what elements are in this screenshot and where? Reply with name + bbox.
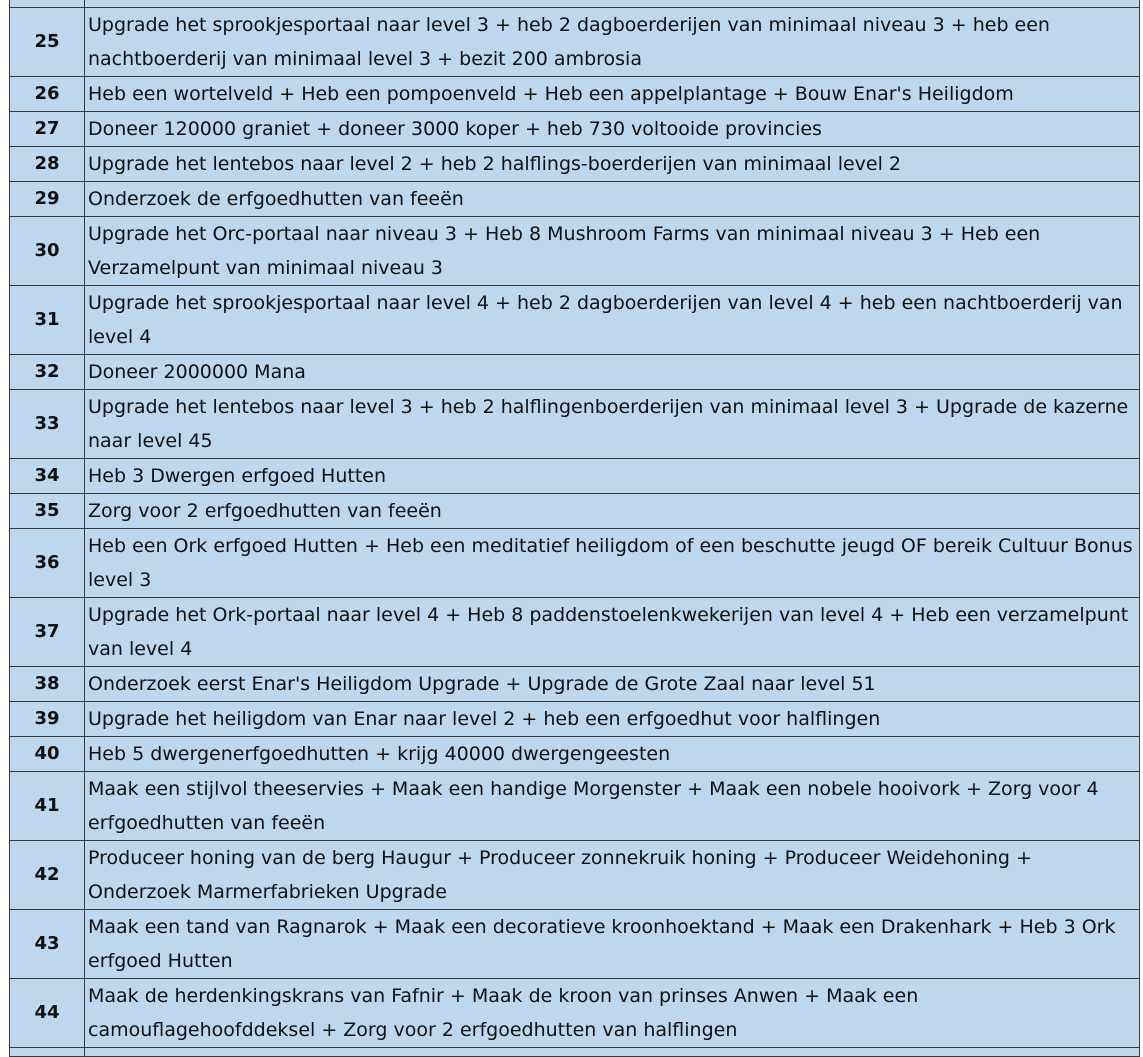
table-row <box>10 979 1140 1048</box>
table-row <box>10 702 1140 737</box>
row-text-cell <box>85 1048 1140 1057</box>
row-number: 43 <box>10 910 85 979</box>
row-number: 26 <box>10 77 85 112</box>
row-number: 33 <box>10 390 85 459</box>
row-number: 37 <box>10 598 85 667</box>
row-number: 34 <box>10 459 85 494</box>
row-number: 32 <box>10 355 85 390</box>
row-number: 42 <box>10 841 85 910</box>
row-requirement: Doneer 2000000 Mana <box>85 355 1140 390</box>
table-row <box>10 8 1140 77</box>
row-requirement: Maak de herdenkingskrans van Fafnir + Maak de kroon van prinses Anwen + Maak een camouflagehoofddeksel + Zorg voor 2 erfgoedhutten van halflingen <box>85 979 1140 1048</box>
quest-table-container <box>9 0 1140 1057</box>
row-number: 29 <box>10 182 85 217</box>
row-requirement: Onderzoek de erfgoedhutten van feeën <box>85 182 1140 217</box>
row-requirement: Heb een wortelveld + Heb een pompoenveld + Heb een appelplantage + Bouw Enar's Heiligdom <box>85 77 1140 112</box>
row-requirement: Onderzoek eerst Enar's Heiligdom Upgrade + Upgrade de Grote Zaal naar level 51 <box>85 667 1140 702</box>
row-number: 44 <box>10 979 85 1048</box>
row-number: 36 <box>10 529 85 598</box>
table-row <box>10 494 1140 529</box>
table-row <box>10 529 1140 598</box>
row-requirement: Upgrade het sprookjesportaal naar level 3 + heb 2 dagboerderijen van minimaal niveau 3 + heb een nachtboerderij van minimaal level 3 + bezit 200 ambrosia <box>85 8 1140 77</box>
row-requirement: Maak een stijlvol theeservies + Maak een handige Morgenster + Maak een nobele hooivork + Zorg voor 4 erfgoedhutten van feeën <box>85 772 1140 841</box>
row-requirement: Upgrade het lentebos naar level 2 + heb 2 halflings-boerderijen van minimaal level 2 <box>85 147 1140 182</box>
row-requirement: Upgrade het Orc-portaal naar niveau 3 + Heb 8 Mushroom Farms van minimaal niveau 3 + Heb een Verzamelpunt van minimaal niveau 3 <box>85 217 1140 286</box>
table-row <box>10 841 1140 910</box>
row-requirement: Produceer honing van de berg Haugur + Produceer zonnekruik honing + Produceer Weidehoning + Onderzoek Marmerfabrieken Upgrade <box>85 841 1140 910</box>
table-row <box>10 459 1140 494</box>
table-row <box>10 737 1140 772</box>
row-number: 30 <box>10 217 85 286</box>
row-requirement: Upgrade het sprookjesportaal naar level 4 + heb 2 dagboerderijen van level 4 + heb een nachtboerderij van level 4 <box>85 286 1140 355</box>
table-row <box>10 598 1140 667</box>
table-row-partial-top <box>10 0 1140 8</box>
table-row <box>10 286 1140 355</box>
table-row <box>10 147 1140 182</box>
row-requirement: Upgrade het Ork-portaal naar level 4 + Heb 8 paddenstoelenkwekerijen van level 4 + Heb een verzamelpunt van level 4 <box>85 598 1140 667</box>
row-number-cell <box>10 1048 85 1057</box>
row-requirement: Zorg voor 2 erfgoedhutten van feeën <box>85 494 1140 529</box>
row-requirement: Upgrade het lentebos naar level 3 + heb 2 halflingenboerderijen van minimaal level 3 + Upgrade de kazerne naar level 45 <box>85 390 1140 459</box>
table-row <box>10 182 1140 217</box>
row-number: 31 <box>10 286 85 355</box>
table-row <box>10 667 1140 702</box>
row-number: 41 <box>10 772 85 841</box>
quest-table <box>9 0 1140 1057</box>
table-row-partial-bottom <box>10 1048 1140 1057</box>
row-text-cell <box>85 0 1140 8</box>
table-row <box>10 390 1140 459</box>
table-row <box>10 77 1140 112</box>
row-requirement: Heb een Ork erfgoed Hutten + Heb een meditatief heiligdom of een beschutte jeugd OF bereik Cultuur Bonus level 3 <box>85 529 1140 598</box>
row-number: 35 <box>10 494 85 529</box>
row-number: 27 <box>10 112 85 147</box>
table-row <box>10 910 1140 979</box>
row-number: 40 <box>10 737 85 772</box>
row-requirement: Heb 3 Dwergen erfgoed Hutten <box>85 459 1140 494</box>
row-number: 28 <box>10 147 85 182</box>
row-number: 39 <box>10 702 85 737</box>
table-row <box>10 112 1140 147</box>
row-number-cell <box>10 0 85 8</box>
row-requirement: Maak een tand van Ragnarok + Maak een decoratieve kroonhoektand + Maak een Drakenhark + Heb 3 Ork erfgoed Hutten <box>85 910 1140 979</box>
table-row <box>10 217 1140 286</box>
table-row <box>10 355 1140 390</box>
row-requirement: Doneer 120000 graniet + doneer 3000 koper + heb 730 voltooide provincies <box>85 112 1140 147</box>
row-number: 25 <box>10 8 85 77</box>
row-requirement: Upgrade het heiligdom van Enar naar level 2 + heb een erfgoedhut voor halflingen <box>85 702 1140 737</box>
row-requirement: Heb 5 dwergenerfgoedhutten + krijg 40000 dwergengeesten <box>85 737 1140 772</box>
row-number: 38 <box>10 667 85 702</box>
table-row <box>10 772 1140 841</box>
